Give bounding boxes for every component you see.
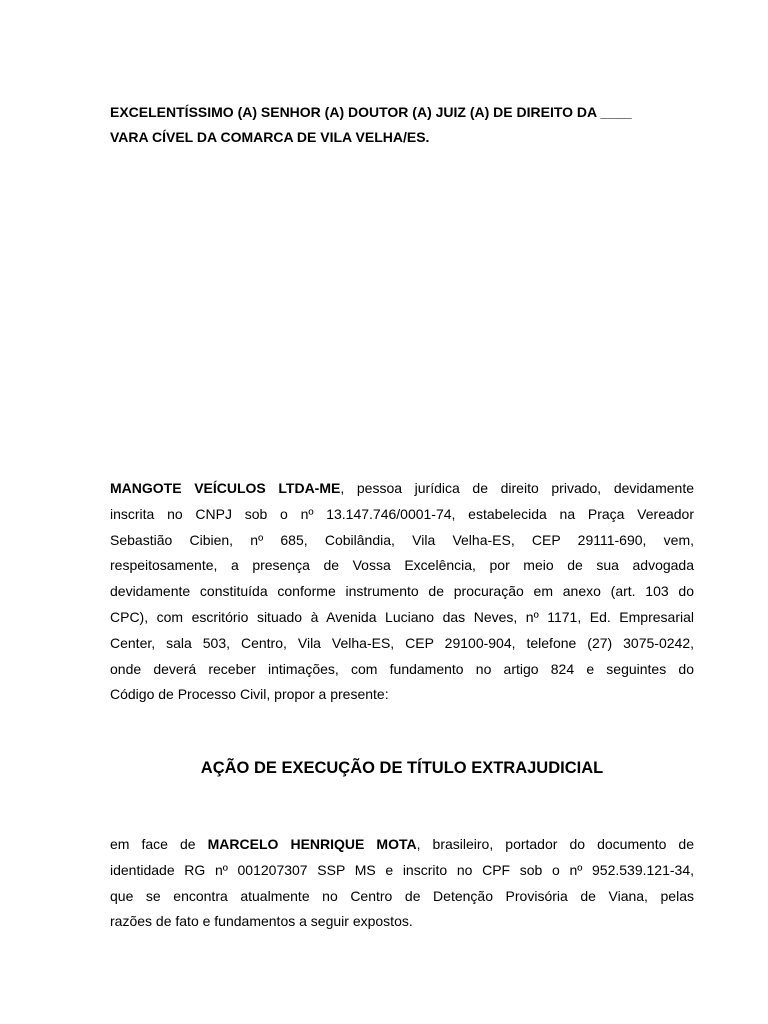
paragraph-line: Código de Processo Civil, propor a presente:: [110, 686, 389, 703]
paragraph-line: razões de fato e fundamentos a seguir expostos.: [110, 913, 413, 930]
defendant-paragraph: [110, 832, 694, 935]
defendant-name: MARCELO HENRIQUE MOTA: [207, 836, 417, 852]
plaintiff-name: MANGOTE VEÍCULOS LTDA-ME: [110, 480, 341, 496]
paragraph-line: que se encontra atualmente no Centro de Detenção Provisória de Viana, pelas: [110, 887, 694, 904]
paragraph-line: inscrita no CNPJ sob o nº 13.147.746/0001-74, estabelecida na Praça Vereador: [110, 505, 694, 522]
paragraph-line: respeitosamente, a presença de Vossa Excelência, por meio de sua advogada: [110, 557, 694, 574]
addressee-line: VARA CÍVEL DA COMARCA DE VILA VELHA/ES.: [110, 129, 430, 145]
paragraph-line: devidamente constituída conforme instrumento de procuração em anexo (art. 103 do: [110, 583, 694, 600]
paragraph-line: CPC), com escritório situado à Avenida Luciano das Neves, nº 1171, Ed. Empresarial: [110, 608, 694, 625]
intro-paragraph: [110, 476, 694, 708]
paragraph-line: Center, sala 503, Centro, Vila Velha-ES, CEP 29100-904, telefone (27) 3075-0242,: [110, 634, 694, 651]
paragraph-text: em face de: [110, 836, 208, 852]
paragraph-text: , brasileiro, portador do documento de: [416, 836, 694, 852]
paragraph-line: onde deverá receber intimações, com fundamento no artigo 824 e seguintes do: [110, 660, 694, 677]
paragraph-line: identidade RG nº 001207307 SSP MS e inscrito no CPF sob o nº 952.539.121-34,: [110, 861, 694, 878]
paragraph-text: , pessoa jurídica de direito privado, devidamente: [340, 480, 694, 496]
paragraph-line: [110, 832, 694, 858]
paragraph-line: [110, 476, 694, 502]
paragraph-line: Sebastião Cibien, nº 685, Cobilândia, Vila Velha-ES, CEP 29111-690, vem,: [110, 531, 694, 548]
action-title: AÇÃO DE EXECUÇÃO DE TÍTULO EXTRAJUDICIAL: [200, 759, 604, 777]
addressee-line: EXCELENTÍSSIMO (A) SENHOR (A) DOUTOR (A) JUIZ (A) DE DIREITO DA ____: [110, 104, 632, 120]
addressee-heading: [110, 100, 694, 150]
